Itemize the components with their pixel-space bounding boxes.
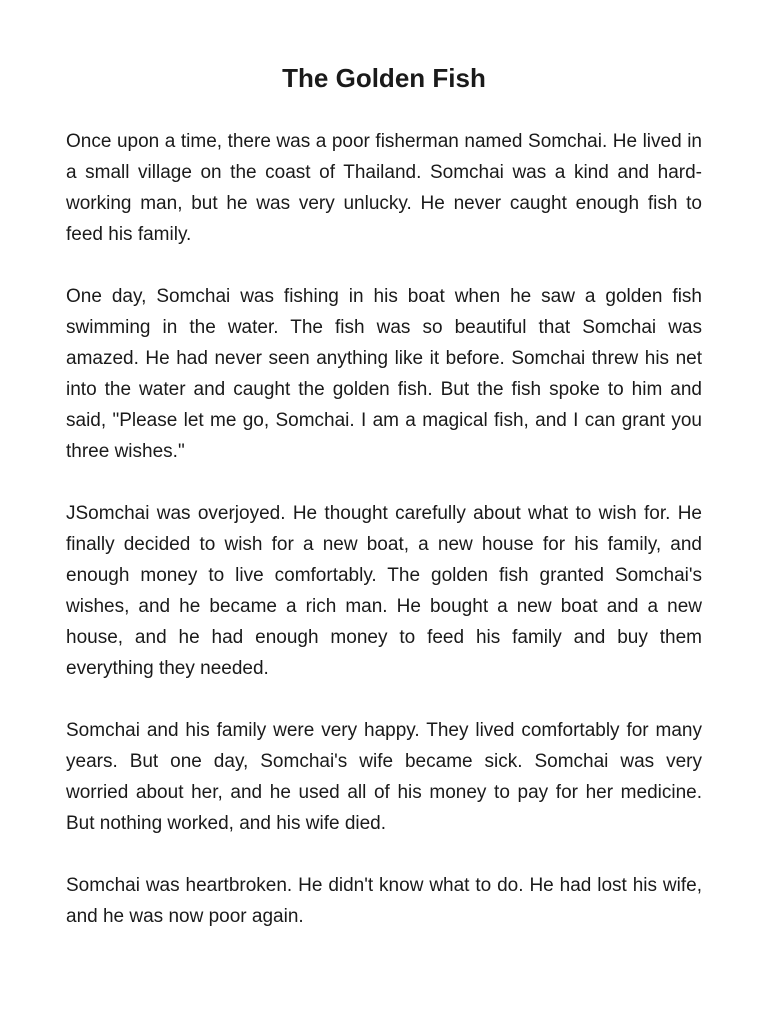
document-body	[66, 126, 702, 932]
paragraph-1: Once upon a time, there was a poor fisherman named Somchai. He lived in a small village on the coast of Thailand. Somchai was a kind and hard-working man, but he was very unlucky. He never caught enough fish to feed his family.	[66, 131, 702, 245]
paragraph-4: Somchai and his family were very happy. They lived comfortably for many years. But one day, Somchai's wife became sick. Somchai was very worried about her, and he used all of his money to pay for her medicine. But nothing worked, and his wife died.	[66, 720, 702, 834]
paragraph-5: Somchai was heartbroken. He didn't know what to do. He had lost his wife, and he was now poor again.	[66, 875, 702, 927]
paragraph-3: JSomchai was overjoyed. He thought carefully about what to wish for. He finally decided to wish for a new boat, a new house for his family, and enough money to live comfortably. The golden fish granted Somchai's wishes, and he became a rich man. He bought a new boat and a new house, and he had enough money to feed his family and buy them everything they needed.	[66, 503, 702, 679]
document-title: The Golden Fish	[282, 63, 486, 93]
paragraph-2: One day, Somchai was fishing in his boat when he saw a golden fish swimming in the water. The fish was so beautiful that Somchai was amazed. He had never seen anything like it before. Somchai threw his net into the water and caught the golden fish. But the fish spoke to him and said, "Please let me go, Somchai. I am a magical fish, and I can grant you three wishes."	[66, 286, 702, 462]
